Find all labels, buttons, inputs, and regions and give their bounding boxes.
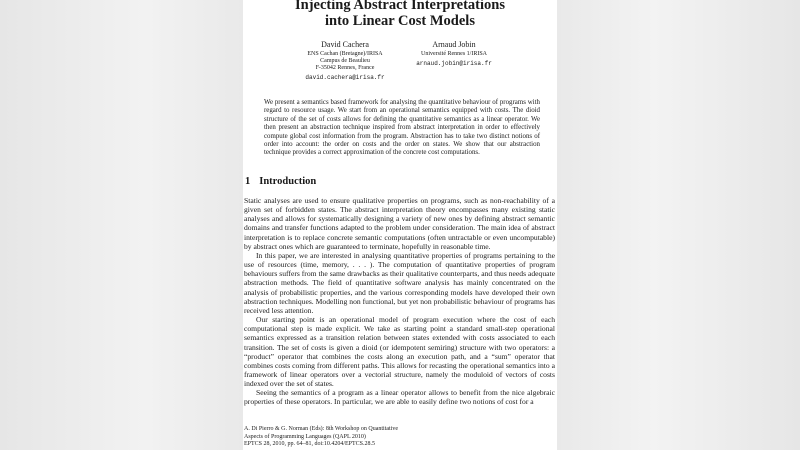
author-block-2 bbox=[399, 40, 509, 67]
author-name: David Cachera bbox=[321, 40, 369, 49]
author-email: arnaud.jobin@irisa.fr bbox=[416, 59, 492, 67]
paragraph: In this paper, we are interested in analysing quantitative properties of programs pertaining to the use of resources (time, memory, . . . ). The computation of quantitative properties of program behaviours suffers from the same drawbacks as their qualitative counterparts, and thus needs adequate abstraction methods. The field of quantitative software analysis has mainly concentrated on the analysis of probabilistic properties, and the various corresponding models have developed their own abstraction techniques. Modelling non functional, but yet non probabilistic behaviour of programs has received less attention. bbox=[244, 250, 555, 315]
footnote-line: A. Di Pierro & G. Norman (Eds): 8th Workshop on Quantitative bbox=[244, 426, 399, 432]
document-page[interactable] bbox=[243, 0, 557, 450]
author-name: Arnaud Jobin bbox=[432, 40, 476, 49]
footnote-line: EPTCS 28, 2010, pp. 64–81, doi:10.4204/EPTCS.28.5 bbox=[244, 441, 376, 448]
footnote-line: Aspects of Programming Languages (QAPL 2010) bbox=[244, 433, 366, 440]
author-block-1 bbox=[293, 40, 397, 81]
viewer-backdrop-right bbox=[557, 0, 800, 450]
paragraph: Seeing the semantics of a program as a linear operator allows to benefit from the nice algebraic properties of these operators. In particular, we are able to easily define two notions of cost for a bbox=[244, 388, 555, 407]
paper-title-line-1: Injecting Abstract Interpretations bbox=[295, 0, 505, 13]
author-affiliation: ENS Cachan (Bretagne)/IRISA bbox=[307, 51, 383, 57]
viewer-backdrop-left bbox=[0, 0, 243, 450]
footnote bbox=[244, 426, 556, 449]
paragraph: Static analyses are used to ensure qualitative properties on programs, such as non-reachability of a given set of forbidden states. The abstract interpretation theory encompasses many existing static analyses and allows for systematically designing a variety of new ones by defining abstract semantic domains and transfer functions adapted to the problem under consideration. The main idea of abstract interpretation is to replace concrete semantic computations (often untractable or even uncomputable) by abstract ones which are guaranteed to terminate, hopefully in reasonable time. bbox=[244, 196, 555, 251]
author-affiliation: Campus de Beaulieu bbox=[320, 58, 370, 65]
author-affiliation: F-35042 Rennes, France bbox=[315, 65, 375, 72]
section-number: 1 bbox=[245, 176, 251, 187]
body-text bbox=[244, 196, 555, 407]
abstract-text: We present a semantics based framework for analysing the quantitative behaviour of programs with regard to resource usage. We start from an operational semantics equipped with costs. The dioid structure of the set of costs allows for defining the quantitative semantics as a linear operator. We then present an abstraction technique inspired from abstract interpretation in order to effectively compute global cost information from the program. Abstraction has to take two distinct notions of order into account: the order on costs and the order on states. We show that our abstraction technique provides a correct approximation of the concrete cost computations. bbox=[264, 99, 540, 157]
author-affiliation: Université Rennes 1/IRISA bbox=[421, 51, 487, 57]
author-email: david.cachera@irisa.fr bbox=[305, 74, 385, 82]
paragraph: Our starting point is an operational model of program execution where the cost of each computational step is made explicit. We take as starting point a standard small-step operational semantics expressed as a transition relation between states extended with costs associated to each transition. The set of costs is given a dioid (or idempotent semiring) structure with two operators: a “product” operator that combines the costs along an execution path, and a “sum” operator that combines costs coming from different paths. This allows for recasting the operational semantics into a framework of linear operators over a vectorial structure, namely the moduloid of vectors of costs indexed over the set of states. bbox=[244, 315, 555, 389]
section-title: Introduction bbox=[259, 176, 317, 187]
section-heading bbox=[245, 176, 316, 188]
paper-title-line-2: into Linear Cost Models bbox=[325, 13, 475, 29]
